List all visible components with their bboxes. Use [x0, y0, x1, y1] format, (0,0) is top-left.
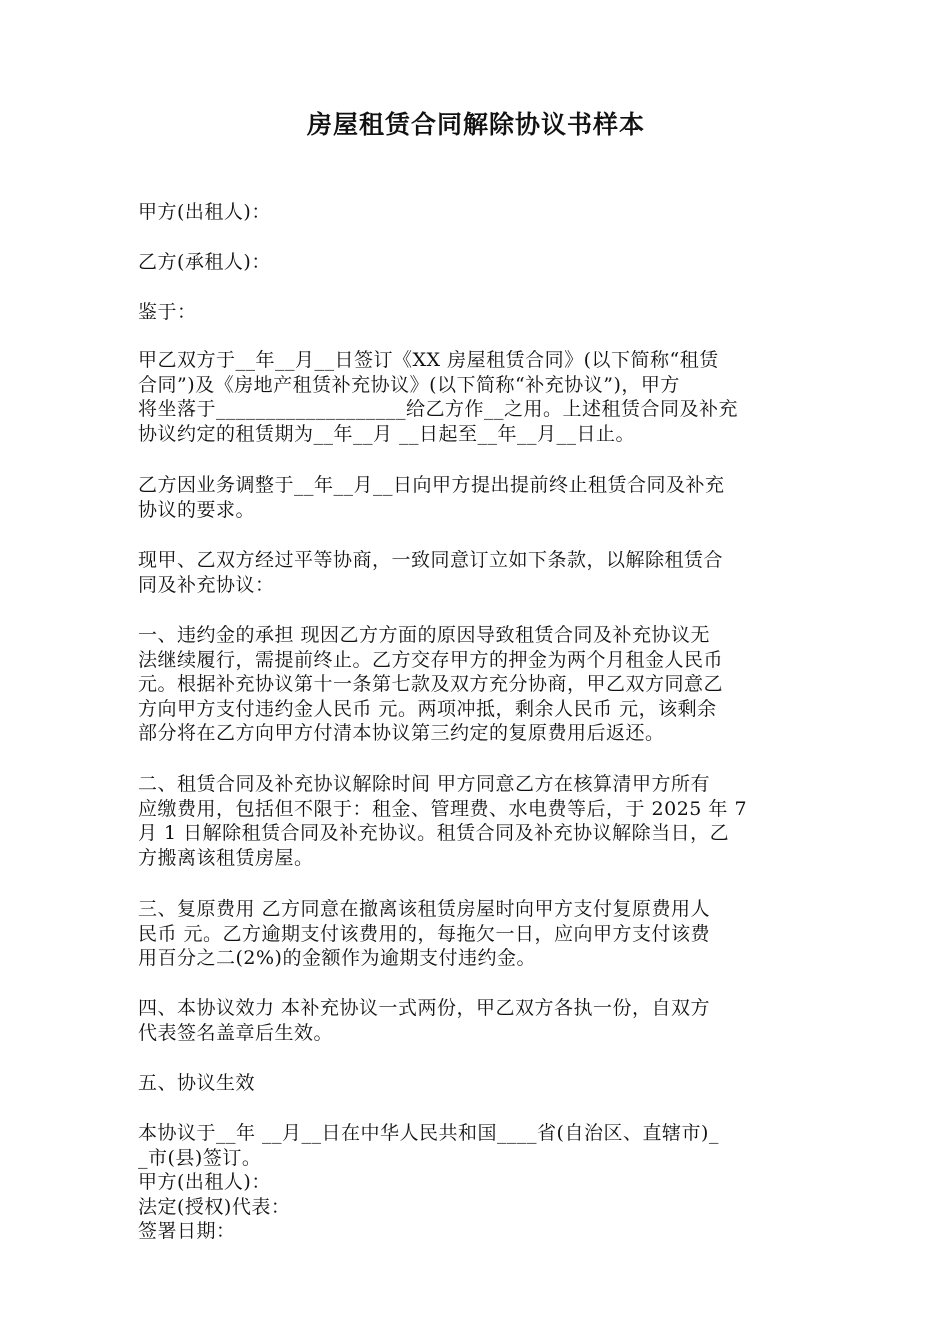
paragraph-line: 现甲、乙双方经过平等协商，一致同意订立如下条款，以解除租赁合 — [138, 549, 724, 571]
clause-effect — [138, 996, 814, 1045]
paragraph-line: 四、本协议效力 本补充协议一式两份，甲乙双方各执一份，自双方 — [138, 997, 711, 1019]
paragraph-line: 甲乙双方于__年__月__日签订《XX 房屋租赁合同》(以下简称“租赁 — [138, 349, 719, 371]
paragraph-line: _市(县)签订。 — [138, 1146, 262, 1169]
paragraph-line: 方向甲方支付违约金人民币 元。两项冲抵，剩余人民币 元，该剩余 — [138, 697, 717, 720]
closing-signature-block — [138, 1121, 814, 1244]
paragraph-line: 应缴费用，包括但不限于：租金、管理费、水电费等后，于 2025 年 7 — [138, 797, 748, 820]
document-title: 房屋租赁合同解除协议书样本 — [306, 110, 645, 139]
paragraph-line: 部分将在乙方向甲方付清本协议第三约定的复原费用后返还。 — [138, 722, 665, 744]
party-b-label: 乙方(承租人)： — [138, 251, 271, 273]
signature-party-a: 甲方(出租人)： — [138, 1171, 271, 1193]
paragraph-line: 民币 元。乙方逾期支付该费用的，每拖欠一日，应向甲方支付该费 — [138, 922, 711, 945]
paragraph-agreement-intro — [138, 548, 814, 597]
whereas-label: 鉴于： — [138, 301, 197, 323]
paragraph-line: 二、租赁合同及补充协议解除时间 甲方同意乙方在核算清甲方所有 — [138, 773, 711, 795]
clause-penalty — [138, 623, 814, 746]
paragraph-line: 合同”)及《房地产租赁补充协议》(以下简称“补充协议”)，甲方 — [138, 373, 680, 396]
paragraph-line: 用百分之二(2%)的金额作为逾期支付违约金。 — [138, 947, 536, 969]
paragraph-termination-request — [138, 473, 814, 522]
paragraph-line: 一、违约金的承担 现因乙方方面的原因导致租赁合同及补充协议无 — [138, 624, 711, 646]
paragraph-line: 代表签名盖章后生效。 — [138, 1021, 334, 1044]
paragraph-line: 本协议于__年 __月__日在中华人民共和国____省(自治区、直辖市)_ — [138, 1122, 719, 1144]
paragraph-line: 三、复原费用 乙方同意在撤离该租赁房屋时向甲方支付复原费用人 — [138, 898, 711, 920]
paragraph-line: 方搬离该租赁房屋。 — [138, 846, 314, 869]
paragraph-line: 同及补充协议： — [138, 573, 275, 596]
paragraph-line: 协议约定的租赁期为__年__月 __日起至__年__月__日止。 — [138, 422, 636, 445]
paragraph-line: 元。根据补充协议第十一条第七款及双方充分协商，甲乙双方同意乙 — [138, 673, 724, 695]
paragraph-contract-background — [138, 348, 814, 446]
paragraph-line: 将坐落于___________________给乙方作__之用。上述租赁合同及补充 — [138, 398, 739, 420]
paragraph-line: 月 1 日解除租赁合同及补充协议。租赁合同及补充协议解除当日，乙 — [138, 822, 730, 844]
paragraph-line: 协议的要求。 — [138, 498, 256, 521]
party-a-label: 甲方(出租人)： — [138, 201, 271, 223]
clause-termination-time — [138, 772, 814, 870]
signature-representative: 法定(授权)代表： — [138, 1195, 291, 1218]
paragraph-line: 乙方因业务调整于__年__月__日向甲方提出提前终止租赁合同及补充 — [138, 474, 725, 496]
clause-restoration-cost — [138, 897, 814, 971]
signature-date: 签署日期： — [138, 1220, 236, 1242]
paragraph-line: 法继续履行，需提前终止。乙方交存甲方的押金为两个月租金人民币 — [138, 648, 724, 671]
clause-effectiveness-heading: 五、协议生效 — [138, 1072, 256, 1094]
